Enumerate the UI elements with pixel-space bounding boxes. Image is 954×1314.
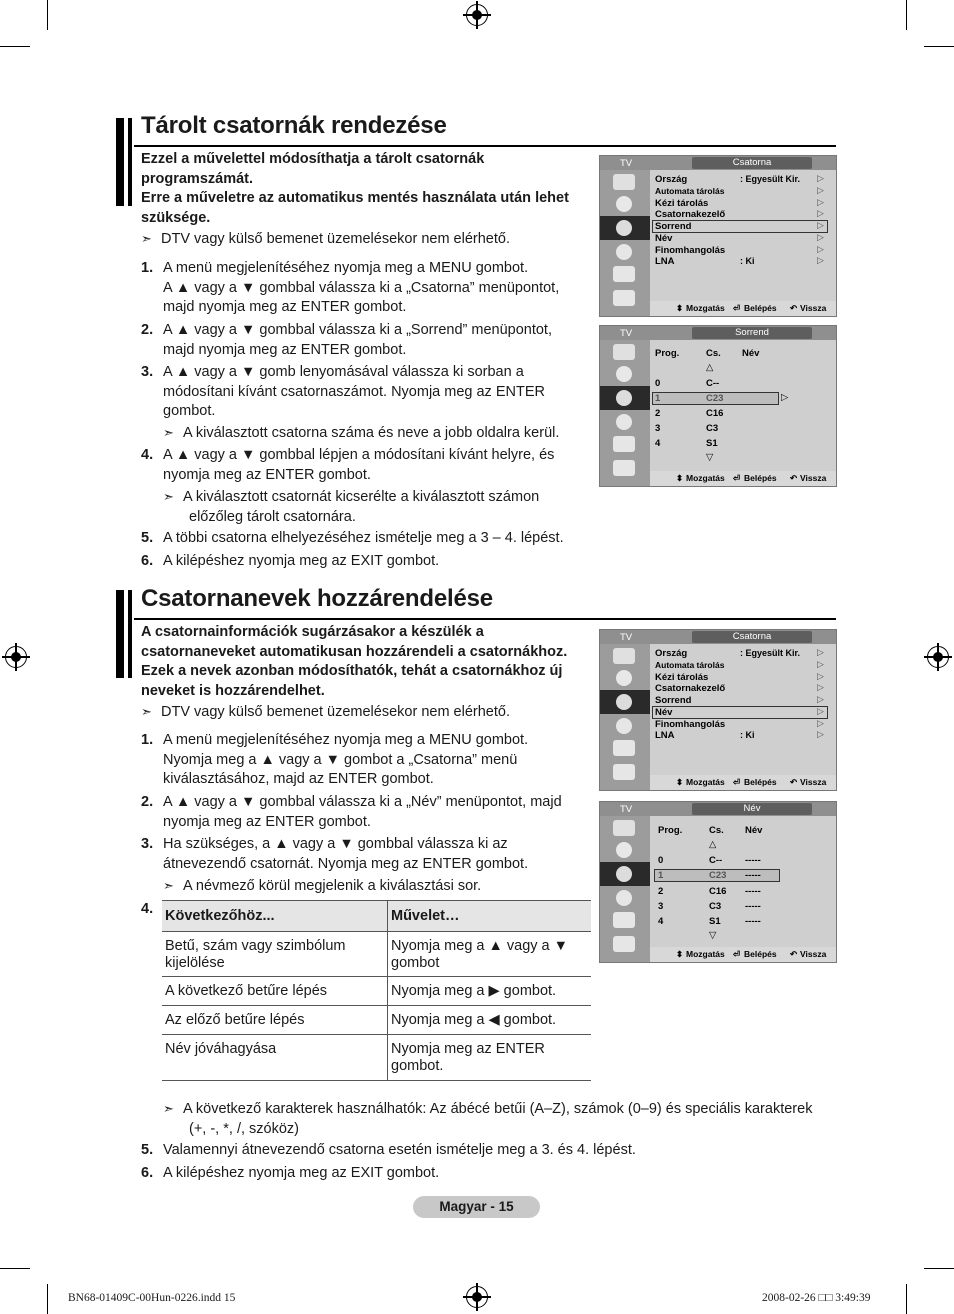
note: ➣ A kiválasztott csatorna száma és neve a jobb oldalra kerül. <box>163 425 560 441</box>
note: ➣ DTV vagy külső bemenet üzemelésekor nem elérhető. <box>141 704 510 720</box>
note-arrow-icon: ➣ <box>163 425 174 440</box>
channel-icon <box>616 220 632 236</box>
section-marker <box>128 590 132 678</box>
tv-menu-nev: TV Név Prog. Cs. Név △ 0 C-- ----- 1 C23 ----- 2 C16 ----- 3 C3 ----- 4 S1 ----- ▽ ⬍ Mozgatás ⏎ Belépés ↶ Vissza <box>599 801 837 963</box>
setup-icon <box>616 244 632 260</box>
note-arrow-icon: ➣ <box>163 1101 174 1116</box>
registration-mark-icon <box>466 4 488 26</box>
tv-menu-csatorna: TV Csatorna Ország : Egyesült Kir. ▷ Automata tárolás ▷ Kézi tárolás ▷ Csatornakezelő ▷ Sorrend ▷ Név ▷ Finomhangolás ▷ LNA : Ki ▷ ⬍ Mozgatás ⏎ Belépés ↶ Vissza <box>599 155 837 317</box>
note-arrow-icon: ➣ <box>163 489 174 504</box>
input-icon <box>613 266 635 282</box>
section-marker <box>116 590 124 678</box>
intro-text: A csatornainformációk sugárzásakor a készülék a csatornaneveket automatikusan hozzárendeli a csatornákhoz. Ezek a nevek azonban módosíthatók, tehát a csatornákhoz új neveket is hozzárendelhet. <box>141 624 568 699</box>
sound-icon <box>616 196 632 212</box>
section-title: Tárolt csatornák rendezése <box>141 112 447 139</box>
application-icon <box>613 290 635 306</box>
registration-mark-icon <box>927 646 949 668</box>
section-title: Csatornanevek hozzárendelése <box>141 585 493 612</box>
picture-icon <box>613 174 635 190</box>
note-arrow-icon: ➣ <box>141 231 152 246</box>
section-marker <box>116 118 124 206</box>
note: ➣ A névmező körül megjelenik a kiválasztási sor. <box>163 878 482 894</box>
registration-mark-icon <box>466 1286 488 1308</box>
section-marker <box>128 118 132 206</box>
tv-menu-sorrend: TV Sorrend Prog. Cs. Név △ 0 C-- 1 C23 ▷ 2 C16 3 C3 4 S1 ▽ ⬍ Mozgatás ⏎ Belépés ↶ Vissza <box>599 325 837 487</box>
section-rule <box>134 145 836 147</box>
key-table: Következőhöz... Művelet… Betű, szám vagy szimbólum kijelölése Nyomja meg a ▲ vagy a ▼ gombot A következő betűre lépés Nyomja meg a ▶ gombot. Az előző betűre lépés Nyomja meg a ◀ gombot. Név jóváhagyása Nyomja meg az ENTER gombot. <box>162 900 591 1081</box>
page-number-badge: Magyar - 15 <box>413 1196 540 1218</box>
section-rule <box>134 618 836 620</box>
registration-mark-icon <box>5 646 27 668</box>
note: ➣ A kiválasztott csatornát kicserélte a kiválasztott számon előzőleg tárolt csatornára. <box>163 489 540 525</box>
note: ➣ DTV vagy külső bemenet üzemelésekor nem elérhető. <box>141 231 510 247</box>
note: ➣ A következő karakterek használhatók: Az ábécé betűi (A–Z), számok (0–9) és speciális karakterek (+, -, *, /, szóköz) <box>163 1101 813 1137</box>
note-arrow-icon: ➣ <box>163 878 174 893</box>
print-date: 2008-02-26 □□ 3:49:39 <box>762 1292 871 1304</box>
tv-menu-csatorna-nev: TV Csatorna Ország : Egyesült Kir. ▷ Automata tárolás ▷ Kézi tárolás ▷ Csatornakezelő ▷ Sorrend ▷ Név ▷ Finomhangolás ▷ LNA : Ki ▷ ⬍ Mozgatás ⏎ Belépés ↶ Vissza <box>599 629 837 791</box>
note-arrow-icon: ➣ <box>141 704 152 719</box>
intro-text: Ezzel a művelettel módosíthatja a tárolt csatornák programszámát. Erre a műveletre az automatikus mentés használata után lehet szüksége. <box>141 151 569 226</box>
file-info: BN68-01409C-00Hun-0226.indd 15 <box>68 1292 236 1304</box>
